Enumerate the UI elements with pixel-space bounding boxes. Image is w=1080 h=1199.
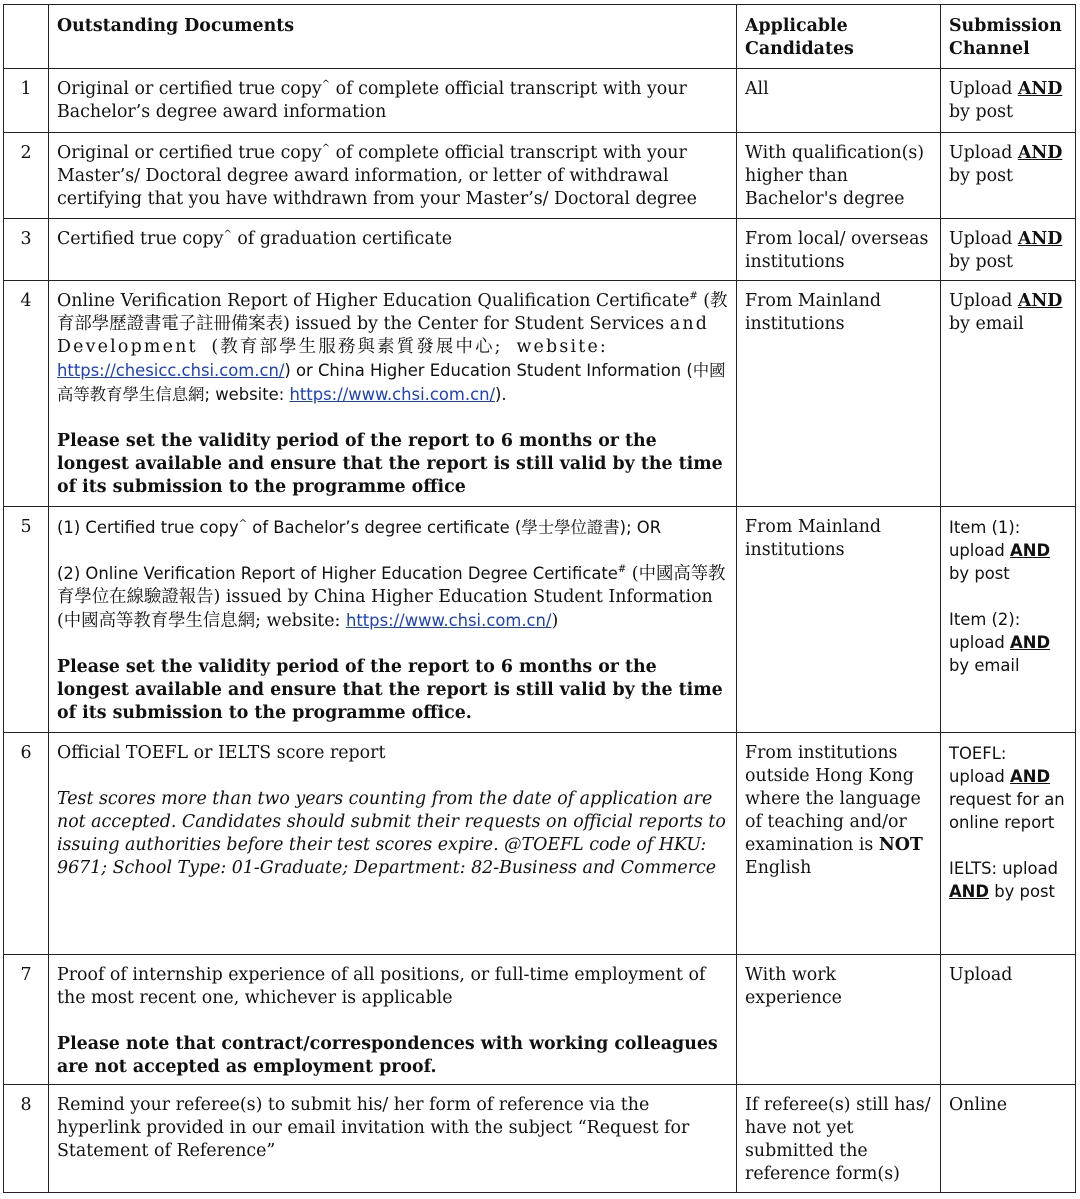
document-cell: Remind your referee(s) to submit his/ her form of reference via the hyperlink provided in our email invitation with the subject “Request for Statement of Reference” — [49, 1085, 737, 1193]
header-submission-channel: Submission Channel — [941, 5, 1076, 69]
document-cell — [49, 219, 737, 281]
doc-text: of graduation certificate — [231, 229, 453, 249]
caret-mark: ^ — [321, 143, 331, 155]
table-row — [4, 219, 1076, 281]
candidates-cell: If referee(s) still has/ have not yet submitted the reference form(s) — [737, 1085, 941, 1193]
validity-notice: Please set the validity period of the report to 6 months or the longest available and ensure that the report is still valid by the time of its submission to the programme office. — [57, 657, 723, 723]
and-emphasis: AND — [1017, 143, 1063, 163]
hash-mark: # — [689, 291, 698, 303]
candidates-cell: From Mainland institutions — [737, 507, 941, 733]
validity-notice: Please set the validity period of the report to 6 months or the longest available and ensure that the report is still valid by the time of its submission to the programme office — [57, 431, 723, 497]
table-header-row — [4, 5, 1076, 69]
chesicc-link[interactable]: https://chesicc.chsi.com.cn/ — [57, 361, 285, 380]
document-cell — [49, 955, 737, 1085]
and-emphasis: AND — [1010, 541, 1051, 560]
row-number: 7 — [4, 955, 49, 1085]
doc-text: Original or certified true copy — [57, 79, 322, 99]
candidates-cell: With qualification(s) higher than Bachelor's degree — [737, 133, 941, 219]
and-emphasis: AND — [1017, 291, 1063, 311]
document-cell — [49, 69, 737, 133]
doc-text: Original or certified true copy — [57, 143, 322, 163]
candidates-cell: All — [737, 69, 941, 133]
employment-proof-notice: Please note that contract/correspondences with working colleagues are not accepted as employment proof. — [57, 1034, 718, 1077]
doc-text: and Development (教育部學生服務與素質發展中心; website: — [57, 314, 710, 357]
row-number: 5 — [4, 507, 49, 733]
doc-text: of complete official transcript with your Master’s/ Doctoral degree award information, or letter of withdrawal certifying that you have withdrawn from your Master’s/ Doctoral degree — [57, 143, 697, 209]
table-row — [4, 733, 1076, 955]
channel-cell: Upload — [941, 955, 1076, 1085]
doc-text: Official TOEFL or IELTS score report — [57, 743, 386, 763]
caret-mark: ^ — [321, 79, 331, 91]
chsi-link[interactable]: https://www.chsi.com.cn/ — [345, 611, 552, 630]
document-cell — [49, 133, 737, 219]
and-emphasis: AND — [1017, 79, 1063, 99]
document-cell: (1) Certified true copy^ of Bachelor’s degree certificate (學士學位證書); OR (2) Online Verification Report of Higher Education Degree Certificate# (中國高等教育學位在線驗證報告) issued by China Higher Education Student Information (中國高等教育學生信息網; website: https://www.chsi.com.cn/) Please set the validity period of the report to 6 months or the longest available and ensure that the report is still valid by the time of its submission to the programme office. — [49, 507, 737, 733]
table-row — [4, 507, 1076, 733]
channel-cell: Online — [941, 1085, 1076, 1193]
hash-mark: # — [617, 564, 627, 576]
test-score-note: Test scores more than two years counting from the date of application are not accepted. Candidates should submit their requests on official reports to issuing authorities before their test scores expire. @TOEFL code of HKU: 9671; School Type: 01-Graduate; Department: 82-Business and Commerce — [57, 789, 726, 878]
table-row — [4, 133, 1076, 219]
and-emphasis: AND — [1017, 229, 1063, 249]
caret-mark: ^ — [238, 518, 248, 530]
doc-text: (1) Certified true copy — [57, 518, 239, 537]
channel-cell: Upload AND by post — [941, 219, 1076, 281]
header-applicable-candidates: Applicable Candidates — [737, 5, 941, 69]
row-number: 2 — [4, 133, 49, 219]
doc-text: (中國高等教育學位在線驗證報告) issued by China Higher Education Student Information (中國高等教育學生信息網; website: — [57, 564, 726, 631]
candidates-cell: With work experience — [737, 955, 941, 1085]
and-emphasis: AND — [1010, 767, 1051, 786]
channel-cell: Upload AND by post — [941, 133, 1076, 219]
channel-cell: Upload AND by email — [941, 281, 1076, 507]
doc-text: (2) Online Verification Report of Higher Education Degree Certificate — [57, 564, 618, 583]
and-emphasis: AND — [949, 882, 990, 901]
row-number: 1 — [4, 69, 49, 133]
caret-mark: ^ — [223, 229, 232, 241]
document-cell — [49, 733, 737, 955]
candidates-cell: From local/ overseas institutions — [737, 219, 941, 281]
doc-text: of Bachelor’s degree certificate (學士學位證書); OR — [247, 518, 662, 537]
not-emphasis: NOT — [878, 835, 923, 855]
chsi-link[interactable]: https://www.chsi.com.cn/ — [289, 385, 495, 404]
header-outstanding-documents: Outstanding Documents — [49, 5, 737, 69]
table-row — [4, 955, 1076, 1085]
row-number: 4 — [4, 281, 49, 507]
doc-text: ) or China Higher Education Student Information (中國高等教育學生信息網; website: — [57, 361, 726, 404]
candidates-cell: From institutions outside Hong Kong where the language of teaching and/or examination is NOT English — [737, 733, 941, 955]
document-cell: Online Verification Report of Higher Education Qualification Certificate# (教育部學歷證書電子註冊備案表) issued by the Center for Student Services and Development (教育部學生服務與素質發展中心; website: https://chesicc.chsi.com.cn/) or China Higher Education Student Information (中國高等教育學生信息網; website: https://www.chsi.com.cn/). Please set the validity period of the report to 6 months or the longest available and ensure that the report is still valid by the time of its submission to the programme office — [49, 281, 737, 507]
row-number: 8 — [4, 1085, 49, 1193]
table-row — [4, 69, 1076, 133]
table-row — [4, 1085, 1076, 1193]
doc-text: Proof of internship experience of all positions, or full-time employment of the most recent one, whichever is applicable — [57, 965, 706, 1008]
row-number: 6 — [4, 733, 49, 955]
row-number: 3 — [4, 219, 49, 281]
header-number — [4, 5, 49, 69]
table-row — [4, 281, 1076, 507]
doc-text: Online Verification Report of Higher Education Qualification Certificate — [57, 291, 690, 311]
candidates-cell: From Mainland institutions — [737, 281, 941, 507]
channel-cell: TOEFL: upload AND request for an online report IELTS: upload AND by post — [941, 733, 1076, 955]
channel-cell: Upload AND by post — [941, 69, 1076, 133]
doc-text: Certified true copy — [57, 229, 224, 249]
and-emphasis: AND — [1010, 633, 1051, 652]
outstanding-documents-table — [3, 4, 1076, 1193]
channel-cell: Item (1): upload AND by post Item (2): upload AND by email — [941, 507, 1076, 733]
doc-text: of complete official transcript with your Bachelor’s degree award information — [57, 79, 687, 122]
doc-text: (教育部學歷證書電子註冊備案表) issued by the Center for Student Services — [57, 291, 728, 334]
